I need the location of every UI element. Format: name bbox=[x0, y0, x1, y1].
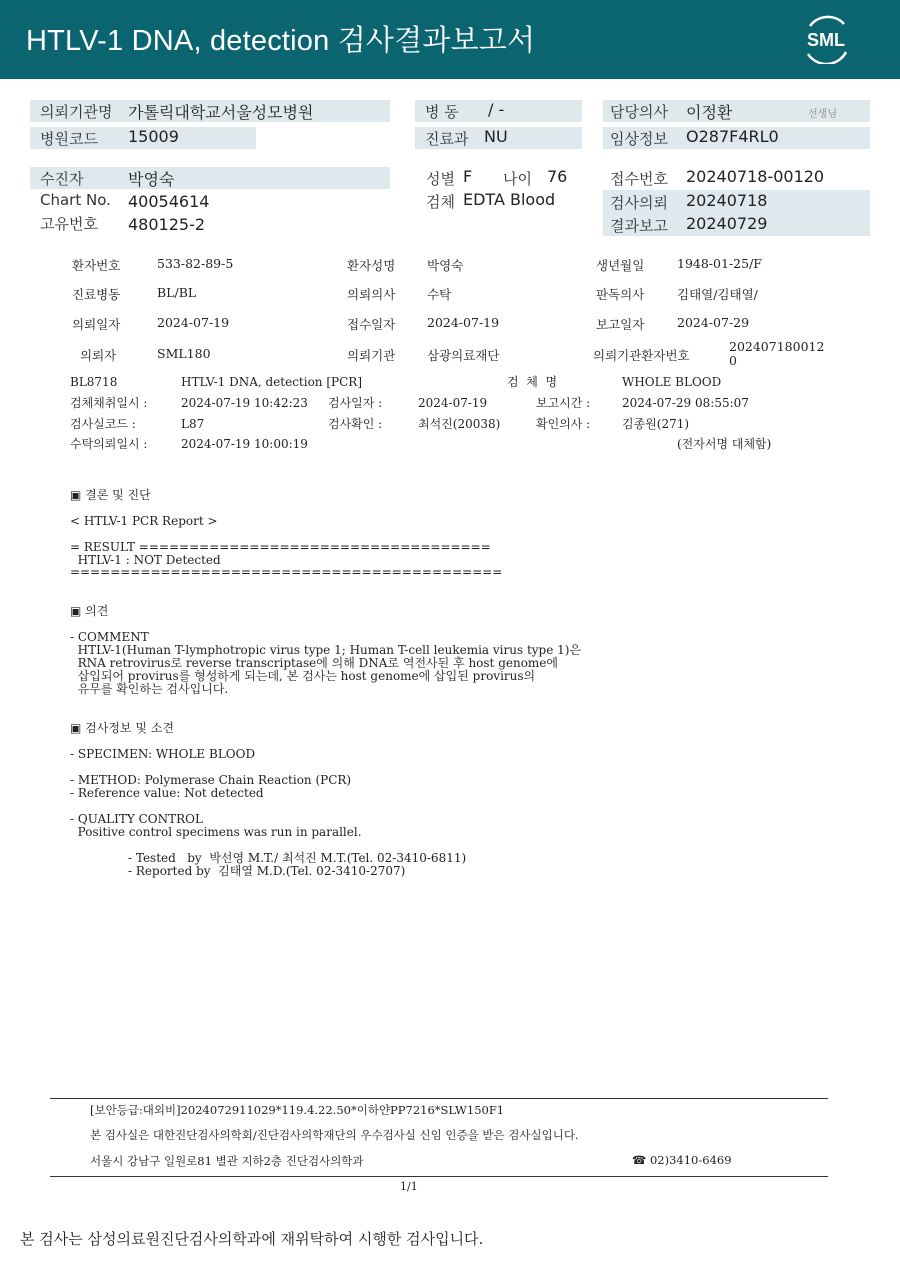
sex-value: F bbox=[463, 167, 473, 186]
confirm-doc-value: 김종원(271) bbox=[622, 417, 690, 431]
collect-value: 2024-07-19 10:42:23 bbox=[181, 396, 308, 410]
section-opinion-title: ▣ 의견 bbox=[70, 604, 109, 618]
clinical-label: 임상정보 bbox=[610, 130, 668, 148]
tested-by-line: - Tested by 박선영 M.T./ 최석진 M.T.(Tel. 02-3410-6811) bbox=[128, 851, 467, 865]
receive-value: 2024-07-19 10:00:19 bbox=[181, 437, 308, 451]
patient-bar bbox=[30, 167, 390, 189]
comment-line-2: RNA retrovirus로 reverse transcriptase에 의해 DNA로 역전사된 후 host genome에 bbox=[70, 656, 558, 670]
age-value: 76 bbox=[547, 167, 568, 186]
row1-value2: 박영숙 bbox=[427, 258, 464, 273]
hospital-code-label: 병원코드 bbox=[40, 130, 98, 148]
reference-line: - Reference value: Not detected bbox=[70, 786, 264, 800]
row2-label2: 의뢰의사 bbox=[347, 287, 396, 302]
result-line-3: =========================================== bbox=[70, 565, 503, 579]
section-testinfo-title: ▣ 검사정보 및 소견 bbox=[70, 721, 174, 735]
row1-value1: 533-82-89-5 bbox=[157, 256, 234, 271]
row4-value3a: 202407180012 bbox=[729, 339, 825, 354]
test-date-label: 검사일자 : bbox=[328, 396, 383, 410]
row3-value3: 2024-07-29 bbox=[677, 315, 750, 330]
address-line: 서울시 강남구 일원로81 별관 지하2층 진단검사의학과 bbox=[90, 1154, 364, 1168]
footer-top-rule bbox=[50, 1098, 828, 1099]
test-date-value: 2024-07-19 bbox=[418, 396, 488, 410]
dept-value: NU bbox=[484, 127, 508, 146]
row4-label3: 의뢰기관환자번호 bbox=[593, 348, 690, 363]
bottom-note: 본 검사는 삼성의료원진단검사의학과에 재위탁하여 시행한 검사입니다. bbox=[20, 1230, 484, 1248]
clinical-value: O287F4RL0 bbox=[686, 127, 779, 146]
row2-value1: BL/BL bbox=[157, 285, 197, 300]
row1-value3: 1948-01-25/F bbox=[677, 256, 762, 271]
row1-label1: 환자번호 bbox=[72, 258, 121, 273]
patient-label: 수진자 bbox=[40, 170, 84, 188]
confirm-label: 검사확인 : bbox=[328, 417, 383, 431]
row3-label3: 보고일자 bbox=[596, 317, 645, 332]
row2-label1: 진료병동 bbox=[72, 287, 121, 302]
row4-label1: 의뢰자 bbox=[80, 348, 117, 363]
certification-line: 본 검사실은 대한진단검사의학회/진단검사의학재단의 우수검사실 신임 인증을 받은 검사실입니다. bbox=[90, 1128, 579, 1142]
result-line-1: = RESULT =================================== bbox=[70, 540, 491, 554]
row1-label2: 환자성명 bbox=[347, 258, 396, 273]
doctor-value: 이정환 bbox=[686, 103, 733, 122]
test-name: HTLV-1 DNA, detection [PCR] bbox=[181, 375, 363, 389]
institution-label: 의뢰기관명 bbox=[40, 103, 113, 121]
row3-value2: 2024-07-19 bbox=[427, 315, 500, 330]
section-conclusion-title: ▣ 결론 및 진단 bbox=[70, 488, 151, 502]
sex-label: 성별 bbox=[426, 170, 455, 188]
row4-value2: 삼광의료재단 bbox=[427, 348, 500, 363]
comment-line-4: 유무를 확인하는 검사입니다. bbox=[70, 682, 229, 696]
reported-by-line: - Reported by 김태열 M.D.(Tel. 02-3410-2707) bbox=[128, 864, 406, 878]
phone-line: ☎ 02)3410-6469 bbox=[632, 1153, 732, 1167]
row3-label2: 접수일자 bbox=[347, 317, 396, 332]
comment-line-1: HTLV-1(Human T-lymphotropic virus type 1; Human T-cell leukemia virus type 1)은 bbox=[70, 643, 582, 657]
row4-value3b: 0 bbox=[729, 353, 737, 368]
security-line: [보안등급:대외비]2024072911029*119.4.22.50*이하얀PP7216*SLW150F1 bbox=[90, 1103, 505, 1117]
receipt-value: 20240718-00120 bbox=[686, 167, 825, 186]
report-value: 20240729 bbox=[686, 214, 768, 233]
svg-text:SML: SML bbox=[807, 30, 845, 50]
ward-value: / - bbox=[488, 100, 505, 119]
esign-note: (전자서명 대체함) bbox=[677, 437, 772, 451]
result-line-2: HTLV-1 : NOT Detected bbox=[70, 553, 221, 567]
hospital-code-value: 15009 bbox=[128, 127, 179, 146]
age-label: 나이 bbox=[503, 170, 532, 188]
method-line: - METHOD: Polymerase Chain Reaction (PCR) bbox=[70, 773, 352, 787]
doctor-label: 담당의사 bbox=[610, 103, 668, 121]
row4-label2: 의뢰기관 bbox=[347, 348, 396, 363]
row2-value2: 수탁 bbox=[427, 287, 452, 302]
sml-logo bbox=[800, 14, 852, 64]
lab-code-label: 검사실코드 : bbox=[70, 417, 136, 431]
patient-value: 박영숙 bbox=[128, 170, 175, 189]
specimen-name-value: WHOLE BLOOD bbox=[622, 375, 722, 389]
uid-value: 480125-2 bbox=[128, 215, 206, 234]
collect-label: 검체채취일시 : bbox=[70, 396, 148, 410]
receipt-label: 접수번호 bbox=[610, 170, 668, 188]
report-time-label: 보고시간 : bbox=[536, 396, 591, 410]
comment-line-3: 삽입되어 provirus를 형성하게 되는데, 본 검사는 host genome에 삽입된 provirus의 bbox=[70, 669, 536, 683]
institution-value: 가톨릭대학교서울성모병원 bbox=[128, 103, 314, 122]
row3-label1: 의뢰일자 bbox=[72, 317, 121, 332]
report-label: 결과보고 bbox=[610, 217, 668, 235]
confirm-value: 최석진(20038) bbox=[418, 417, 501, 431]
pcr-report-subtitle: < HTLV-1 PCR Report > bbox=[70, 514, 218, 528]
page-number: 1/1 bbox=[400, 1180, 418, 1193]
specimen-value: EDTA Blood bbox=[463, 190, 556, 209]
dept-label: 진료과 bbox=[425, 130, 469, 148]
receive-label: 수탁의뢰일시 : bbox=[70, 437, 148, 451]
row1-label3: 생년월일 bbox=[596, 258, 645, 273]
comment-head: - COMMENT bbox=[70, 630, 149, 644]
chart-label: Chart No. bbox=[40, 191, 111, 209]
doctor-suffix: 선생님 bbox=[808, 109, 837, 120]
ward-label: 병 동 bbox=[425, 103, 459, 121]
specimen-label: 검체 bbox=[426, 193, 455, 211]
uid-label: 고유번호 bbox=[40, 215, 98, 233]
qc-line: Positive control specimens was run in parallel. bbox=[70, 825, 362, 839]
qc-head: - QUALITY CONTROL bbox=[70, 812, 203, 826]
chart-value: 40054614 bbox=[128, 192, 210, 211]
footer-bottom-rule bbox=[50, 1176, 828, 1177]
row4-value1: SML180 bbox=[157, 346, 211, 361]
row3-value1: 2024-07-19 bbox=[157, 315, 230, 330]
report-title: HTLV-1 DNA, detection 검사결과보고서 bbox=[26, 25, 536, 57]
report-time-value: 2024-07-29 08:55:07 bbox=[622, 396, 749, 410]
specimen-name-label: 검 체 명 bbox=[507, 375, 558, 389]
request-value: 20240718 bbox=[686, 191, 768, 210]
specimen-line: - SPECIMEN: WHOLE BLOOD bbox=[70, 747, 256, 761]
test-code: BL8718 bbox=[70, 375, 118, 389]
lab-code-value: L87 bbox=[181, 417, 205, 431]
row2-value3: 김태열/김태열/ bbox=[677, 287, 758, 302]
row2-label3: 판독의사 bbox=[596, 287, 645, 302]
confirm-doc-label: 확인의사 : bbox=[536, 417, 591, 431]
request-label: 검사의뢰 bbox=[610, 194, 668, 212]
